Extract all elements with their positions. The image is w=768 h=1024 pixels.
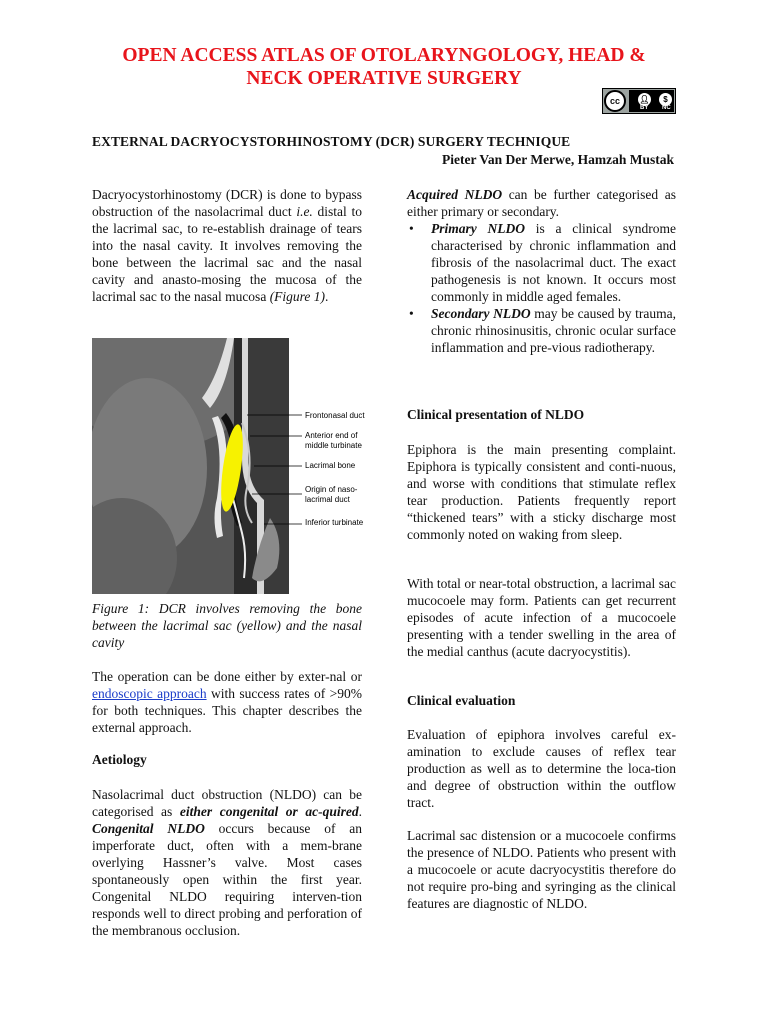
intro-text-b: distal to the lacrimal sac, to re-establish drainage of tears into the nasal cavity. It involves removing the bone between the lacrimal sac and the nasal cavity and anasto-mosing the mucosa of the lacrimal sac to the nasal mucosa <box>92 204 363 304</box>
label-frontonasal-duct: Frontonasal duct <box>305 411 365 420</box>
license-by-label: BY <box>640 105 649 111</box>
figure-1-caption: Figure 1: DCR involves removing the bone between the lacrimal sac (yellow) and the nasal cavity <box>92 601 362 650</box>
label-origin-line2: lacrimal duct <box>305 494 350 504</box>
creative-commons-license-badge <box>602 88 676 114</box>
aetiology-text-a: Nasolacrimal duct obstruction (NLDO) can be categorised as <box>92 787 362 819</box>
intro-paragraph <box>92 186 362 305</box>
intro-end: . <box>325 289 329 304</box>
label-anterior-end-line1: Anterior end of <box>305 431 358 440</box>
label-anterior-end-middle-turbinate <box>305 431 362 450</box>
no-dollar-icon: $ <box>659 93 672 106</box>
aetiology-congenital-acquired: either congenital or ac-quired <box>179 804 359 819</box>
operation-paragraph <box>92 668 362 736</box>
atlas-title-line1: OPEN ACCESS ATLAS OF OTOLARYNGOLOGY, HEAD & <box>122 45 646 66</box>
operation-text-a: The operation can be done either by exter-nal or <box>92 669 362 684</box>
clinical-presentation-paragraph-2: With total or near-total obstruction, a lacrimal sac mucocoele may form. Patients can get recurrent episodes of acute infection of a mucocoele presenting with a tender swelling in the area of the medial canthus (acute dacryocystitis). <box>407 576 676 659</box>
clinical-presentation-paragraph-1: Epiphora is the main presenting complaint. Epiphora is typically consistent and conti-nuous, and worse with conditions that stimulate reflex tear production. Patients frequently report “thickened tears” with a sticky discharge most commonly noted on waking from sleep. <box>407 442 676 542</box>
endoscopic-approach-link[interactable]: endoscopic approach <box>92 686 207 701</box>
acquired-nldo-text: can be further categorised as either primary or secondary. <box>407 187 676 219</box>
chapter-title: EXTERNAL DACRYOCYSTORHINOSTOMY (DCR) SURGERY TECHNIQUE <box>92 134 571 149</box>
author-2: Hamzah Mustak <box>577 152 674 167</box>
list-item-secondary-nldo <box>407 305 676 356</box>
figure-1 <box>92 338 374 594</box>
license-strip <box>629 90 674 112</box>
aetiology-text-c: . <box>358 804 363 819</box>
clinical-evaluation-paragraph-1: Evaluation of epiphora involves careful ex-amination to exclude causes of reflex tear production as well as to determine the loca-tion and degree of obstruction within the outflow tract. <box>407 727 676 810</box>
primary-nldo-text: is a clinical syndrome characterised by chronic inflammation and fibrosis of the nasolacrimal duct. The exact pathogenesis is not known. It occurs most commonly in middle aged females. <box>431 221 676 304</box>
label-origin-line1: Origin of naso- <box>305 485 358 494</box>
license-nc-label: NC <box>662 105 671 111</box>
label-leader-lines <box>242 338 312 538</box>
person-icon: 👤︎ <box>639 95 650 104</box>
atlas-title-line2: NECK OPERATIVE SURGERY <box>246 68 522 89</box>
label-inferior-turbinate: Inferior turbinate <box>305 518 364 527</box>
clinical-evaluation-heading: Clinical evaluation <box>407 693 516 708</box>
acquired-nldo-term: Acquired NLDO <box>407 187 503 202</box>
primary-nldo-term: Primary NLDO <box>431 221 525 236</box>
acquired-nldo-paragraph <box>407 186 676 356</box>
intro-ie: i.e. <box>296 204 313 219</box>
label-origin-nasolacrimal-duct <box>305 485 357 504</box>
authors <box>442 152 674 168</box>
aetiology-congenital-nldo: Congenital NLDO <box>92 821 205 836</box>
nldo-types-list <box>407 220 676 356</box>
aetiology-heading: Aetiology <box>92 752 147 767</box>
clinical-presentation-heading: Clinical presentation of NLDO <box>407 407 585 422</box>
secondary-nldo-text: may be caused by trauma, chronic rhinosinusitis, chronic ocular surface inflammation and pre-vious radiotherapy. <box>431 306 676 355</box>
label-lacrimal-bone: Lacrimal bone <box>305 461 356 470</box>
intro-text-a: Dacryocystorhinostomy (DCR) is done to bypass obstruction of the nasolacrimal duct <box>92 187 362 219</box>
secondary-nldo-term: Secondary NLDO <box>431 306 531 321</box>
clinical-evaluation-paragraph-2: Lacrimal sac distension or a mucocoele confirms the presence of NLDO. Patients who present with a mucocoele or acute dacryocystitis therefore do not require pro-bing and syringing as the clinical features are diagnostic of NLDO. <box>407 828 676 911</box>
atlas-title <box>60 44 708 90</box>
aetiology-text-e: occurs because of an imperforate duct, often with a mem-brane overlying Hassner’s valve. Most cases spontaneously open within the first year. Congenital NLDO requiring interven-tion responds well to direct probing and perforation of the membranous occlusion. <box>92 821 362 938</box>
author-1: Pieter Van Der Merwe <box>442 152 571 167</box>
figure-1-reference: (Figure 1) <box>269 289 326 304</box>
cc-icon: cc <box>604 90 626 112</box>
aetiology-paragraph <box>92 786 362 939</box>
label-anterior-end-line2: middle turbinate <box>305 440 362 450</box>
operation-text-b: with success rates of >90% for both techniques. This chapter describes the external approach. <box>92 686 363 735</box>
list-item-primary-nldo <box>407 220 676 305</box>
author-separator: , <box>570 152 578 167</box>
